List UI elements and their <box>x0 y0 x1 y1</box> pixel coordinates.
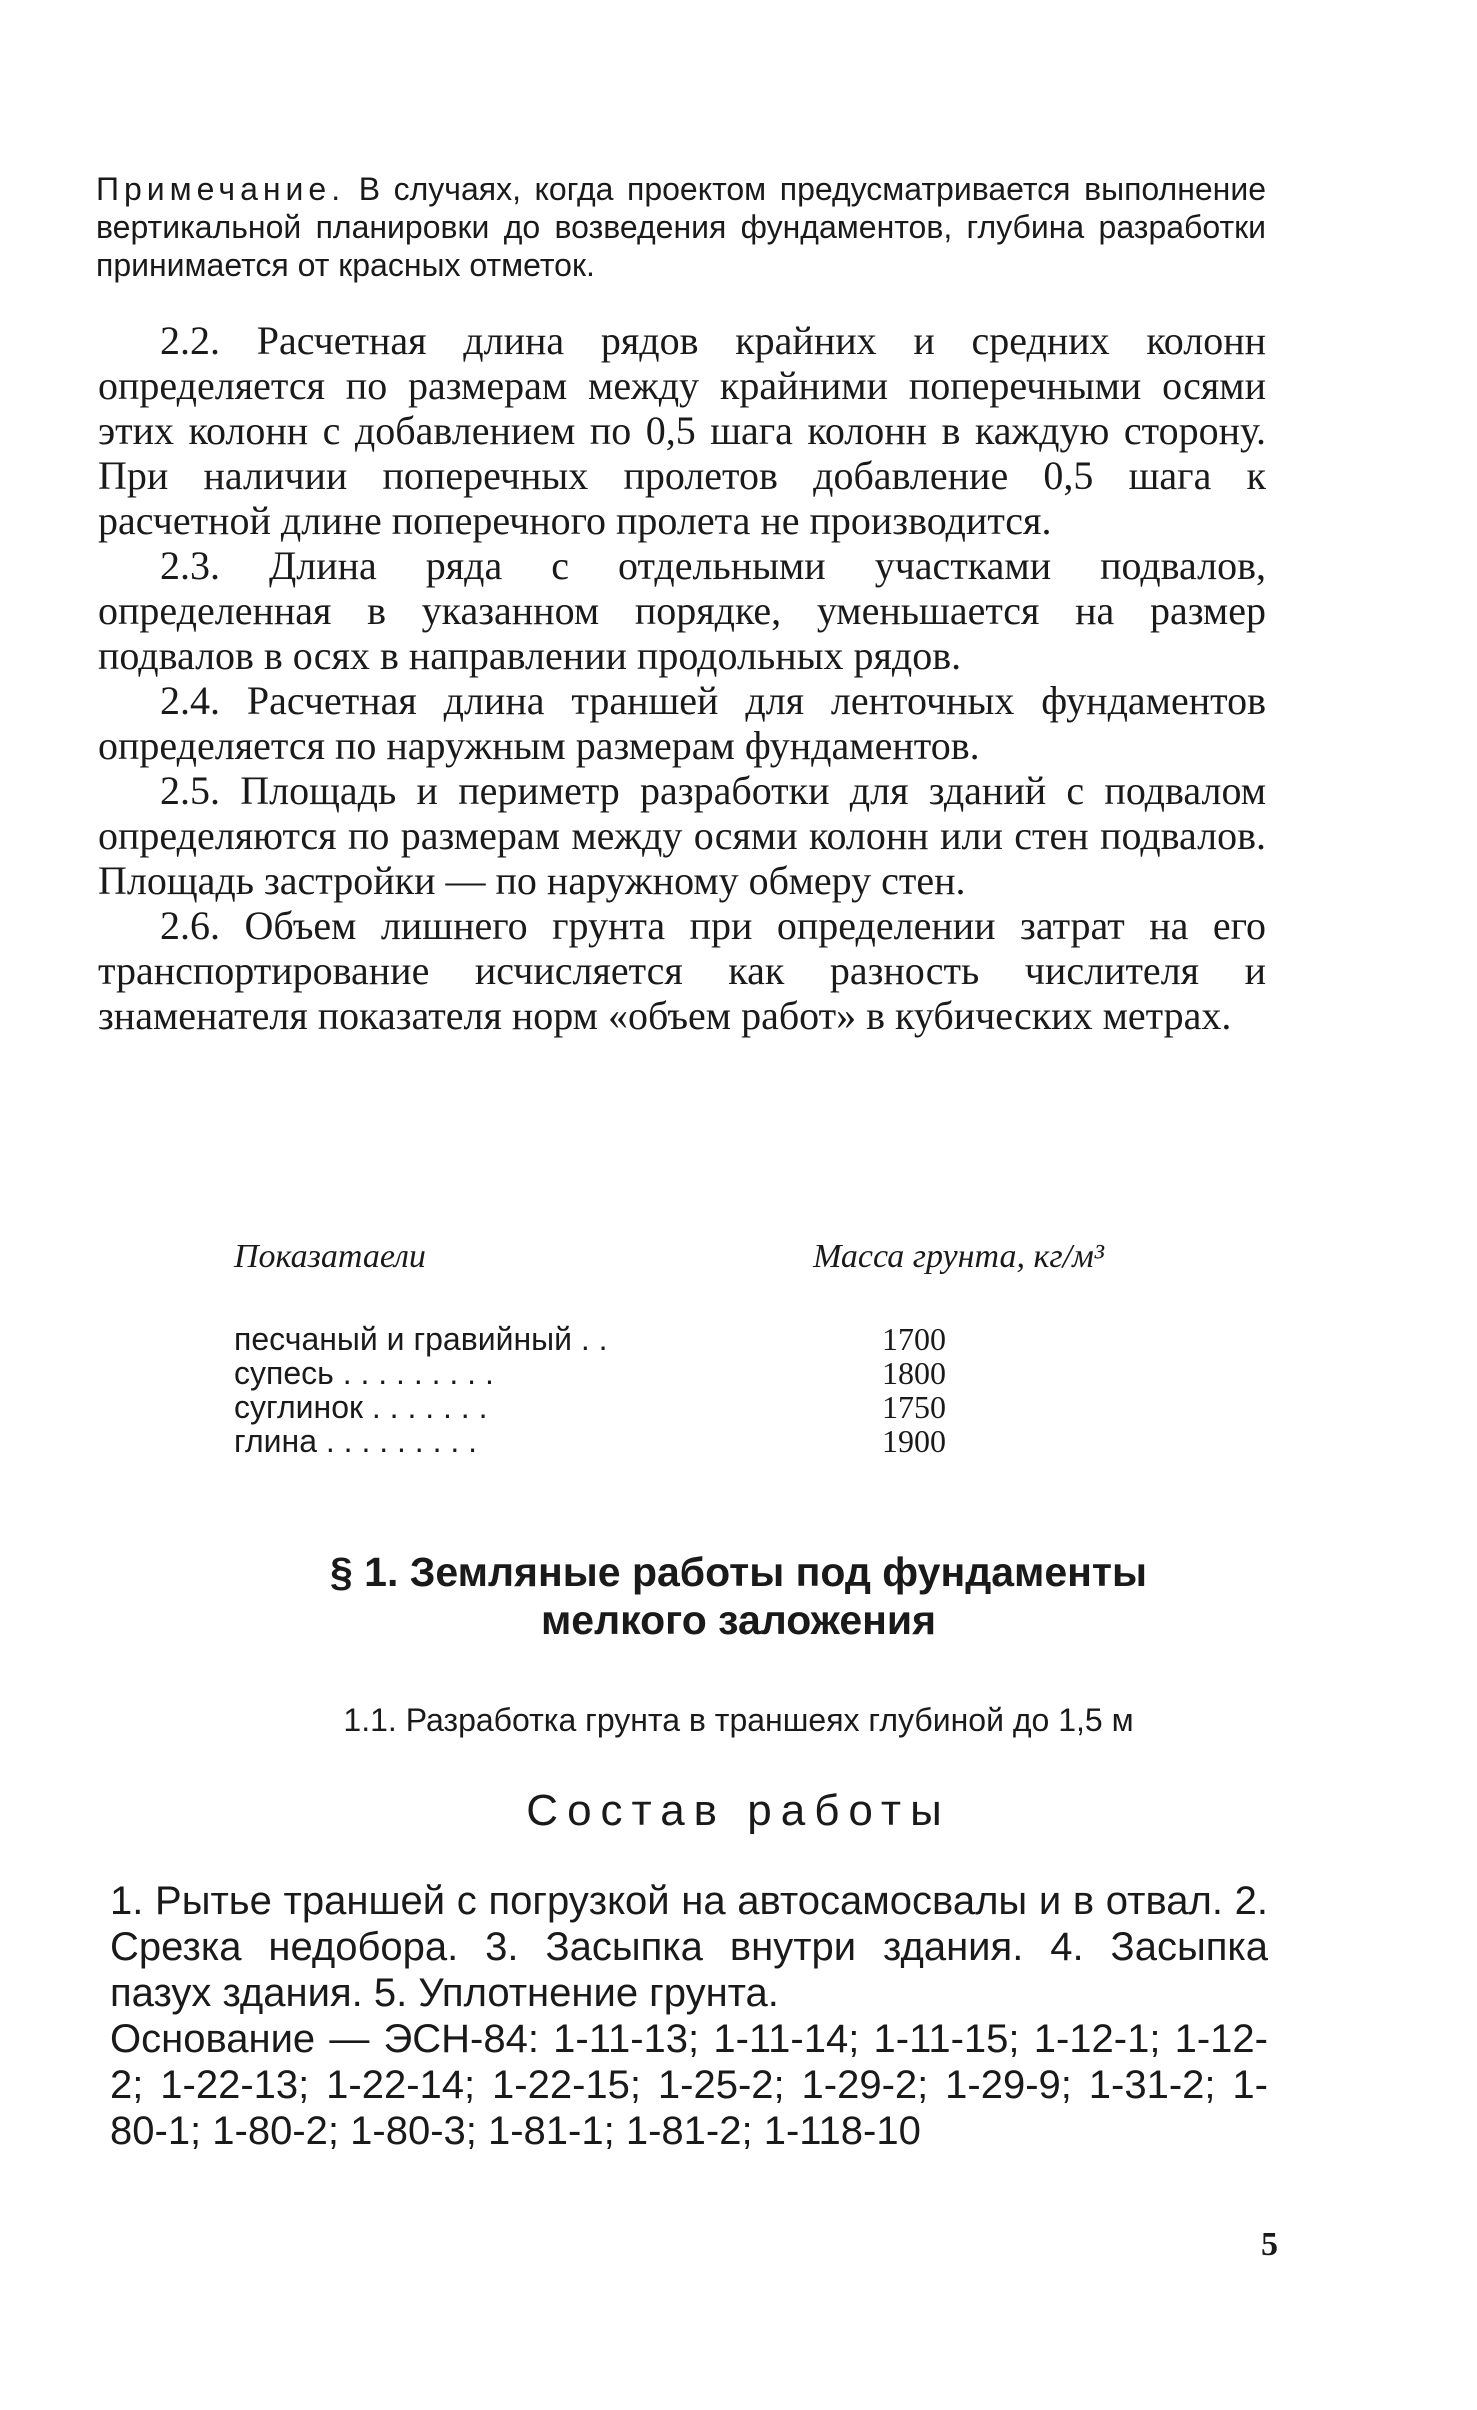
header-indicator: Показатаели <box>234 1238 426 1275</box>
work-steps: 1. Рытье траншей с погрузкой на автосамосвалы и в отвал. 2. Срезка недобора. 3. Засыпка внутри здания. 4. Засыпка пазух здания. 5. Уплотнение грунта. <box>110 1879 1268 2015</box>
soil-name: суглинок . . . . . . . <box>234 1389 488 1425</box>
soil-mass-table <box>234 1238 1134 1458</box>
table-row <box>234 1356 1134 1390</box>
note-paragraph <box>96 170 1266 284</box>
soil-name: песчаный и гравийный . . <box>234 1321 608 1357</box>
soil-mass: 1800 <box>882 1355 946 1391</box>
soil-mass: 1900 <box>882 1423 946 1459</box>
paragraph-2-6: 2.6. Объем лишнего грунта при определении затрат на его транспортирование исчисляется как разность числителя и знаменателя показателя норм «объем работ» в кубических метрах. <box>98 903 1266 1038</box>
soil-name: глина . . . . . . . . . <box>234 1423 478 1459</box>
paragraph-2-5: 2.5. Площадь и периметр разработки для зданий с подвалом определяются по размерам между осями колонн или стен подвалов. Площадь застройки — по наружному обмеру стен. <box>98 768 1266 903</box>
note-label: Примечание. <box>96 171 346 207</box>
paragraph-2-3: 2.3. Длина ряда с отдельными участками подвалов, определенная в указанном порядке, уменьшается на размер подвалов в осях в направлении продольных рядов. <box>98 543 1266 678</box>
table-row <box>234 1424 1134 1458</box>
soil-mass: 1700 <box>882 1321 946 1357</box>
page-number: 5 <box>1261 2226 1278 2263</box>
header-mass: Масса грунта, кг/м³ <box>813 1238 1104 1275</box>
table-row <box>234 1322 1134 1356</box>
paragraph-2-2: 2.2. Расчетная длина рядов крайних и средних колонн определяется по размерам между крайними поперечными осями этих колонн с добавлением по 0,5 шага колонн в каждую сторону. При наличии поперечных пролетов добавление 0,5 шага к расчетной длине поперечного пролета не производится. <box>98 318 1266 543</box>
subsection-title: 1.1. Разработка грунта в траншеях глубиной до 1,5 м <box>343 1702 1134 1738</box>
section-title-line-2: мелкого заложения <box>540 1597 937 1643</box>
soil-mass: 1750 <box>882 1389 946 1425</box>
table-row <box>234 1390 1134 1424</box>
work-description <box>110 1878 1268 2154</box>
section-title-line-1: § 1. Земляные работы под фундаменты <box>329 1549 1148 1595</box>
section-title <box>0 1548 1477 1644</box>
note-text: В случаях, когда проектом предусматривается выполнение вертикальной планировки до возведения фундаментов, глубина разработки принимается от красных отметок. <box>96 171 1266 283</box>
basis-reference: Основание — ЭСН-84: 1-11-13; 1-11-14; 1-11-15; 1-12-1; 1-12-2; 1-22-13; 1-22-14; 1-22-15; 1-25-2; 1-29-2; 1-29-9; 1-31-2; 1-80-1; 1-80-2; 1-80-3; 1-81-1; 1-81-2; 1-118-10 <box>110 2017 1268 2153</box>
paragraph-2-4: 2.4. Расчетная длина траншей для ленточных фундаментов определяется по наружным размерам фундаментов. <box>98 678 1266 768</box>
rules-text <box>98 318 1266 1038</box>
work-heading: Состав работы <box>526 1786 951 1835</box>
soil-name: супесь . . . . . . . . . <box>234 1355 494 1391</box>
table-header <box>234 1238 1134 1292</box>
